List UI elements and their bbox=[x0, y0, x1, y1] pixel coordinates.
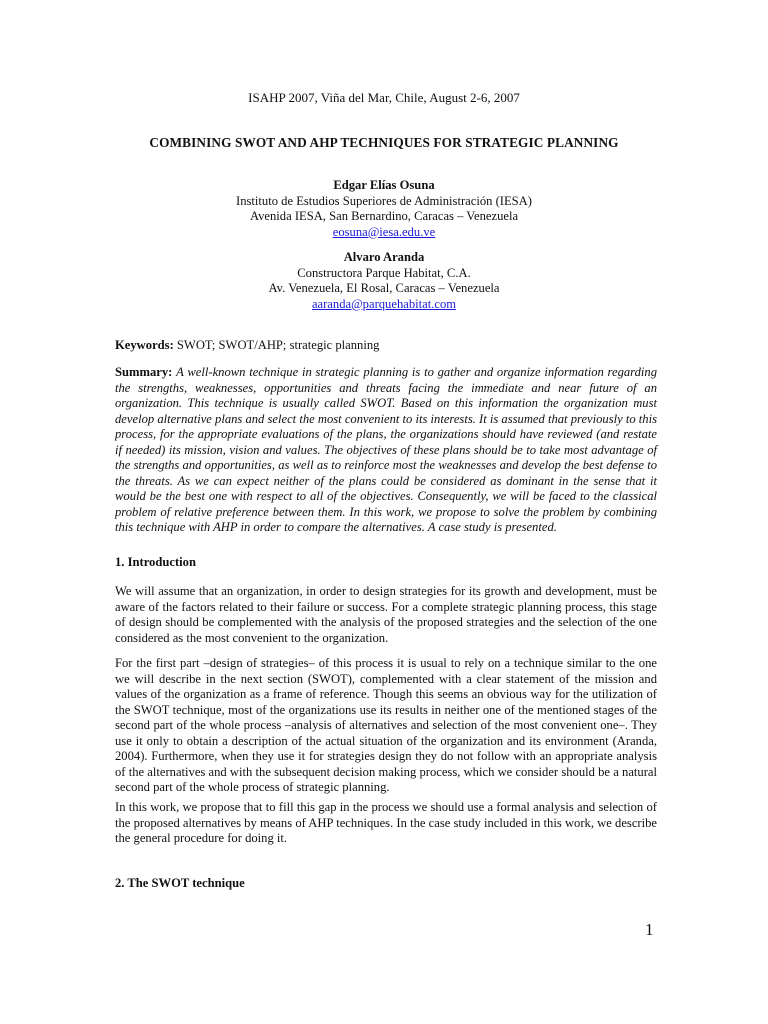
summary-paragraph bbox=[115, 365, 657, 536]
summary-text: A well-known technique in strategic planning is to gather and organize information regarding the strengths, weaknesses, opportunities and threats facing the immediate and near future of an organization. This technique is usually called SWOT. Based on this information the organization must develop alternative plans and select the most convenient to its interests. It is assumed that previously to this process, for the appropriate evaluations of the plans, the organizations should have reviewed (and restate if needed) its mission, vision and values. The objectives of these plans should be to take most advantage of the strengths and opportunities, as well as to reinforce most the weaknesses and develop the best defense to the threats. As we can expect neither of the plans could be considered as dominant in the sense that it would be the best one with respect to all of the objectives. Consequently, we will be faced to the classical problem of relative preference between them. In this work, we propose to solve the problem by combining this technique with AHP in order to compare the alternatives. A case study is presented. bbox=[115, 365, 658, 534]
paper-title: COMBINING SWOT AND AHP TECHNIQUES FOR STRATEGIC PLANNING bbox=[149, 135, 619, 150]
author-address: Av. Venezuela, El Rosal, Caracas – Venezuela bbox=[268, 281, 500, 295]
author-name: Edgar Elías Osuna bbox=[333, 178, 435, 192]
intro-paragraph-1: We will assume that an organization, in order to design strategies for its growth and development, must be aware of the factors related to their failure or success. For a complete strategic planning process, this stage of design should be complemented with the analysis of the proposed strategies and the selection of the one considered as the most convenient to the organization. bbox=[115, 584, 657, 645]
intro-paragraph-2: For the first part –design of strategies– of this process it is usual to rely on a technique similar to the one we will describe in the next section (SWOT), complemented with a clear statement of the mission and values of the organization as a frame of reference. Though this seems an obvious way for the utilization of the SWOT technique, most of the organizations use its results in neither one of the mentioned stages of the second part of the whole process –analysis of alternatives and selection of the most convenient one–. They use it only to obtain a description of the actual situation of the organization and its environment (Aranda, 2004). Furthermore, when they use it for strategies design they do not follow with an appropriate analysis of the alternatives and with the subsequent decision making process, which we consider should be a natural second part of the whole process of strategic planning. bbox=[115, 656, 657, 794]
author-institution: Instituto de Estudios Superiores de Administración (IESA) bbox=[236, 193, 532, 208]
author-email-link[interactable]: aaranda@parquehabitat.com bbox=[311, 296, 457, 311]
author-institution: Constructora Parque Habitat, C.A. bbox=[297, 265, 471, 280]
section-heading-introduction: 1. Introduction bbox=[115, 555, 196, 569]
intro-paragraph-3: In this work, we propose that to fill this gap in the process we should use a formal analysis and selection of the proposed alternatives by means of AHP techniques. In the case study included in this work, we describe the general procedure for doing it. bbox=[115, 800, 657, 845]
author-block-2 bbox=[0, 250, 768, 312]
section-heading-swot: 2. The SWOT technique bbox=[115, 876, 245, 890]
author-email-link[interactable]: eosuna@iesa.edu.ve bbox=[332, 224, 436, 239]
keywords-label: Keywords: bbox=[115, 338, 174, 352]
keywords-line bbox=[115, 338, 657, 354]
summary-label: Summary: bbox=[115, 365, 173, 379]
author-block-1 bbox=[0, 178, 768, 240]
author-address: Avenida IESA, San Bernardino, Caracas – Venezuela bbox=[249, 209, 519, 223]
conference-header: ISAHP 2007, Viña del Mar, Chile, August 2-6, 2007 bbox=[248, 90, 520, 105]
keywords-text: SWOT; SWOT/AHP; strategic planning bbox=[176, 338, 380, 352]
page-number: 1 bbox=[645, 920, 654, 939]
author-name: Alvaro Aranda bbox=[343, 250, 425, 264]
